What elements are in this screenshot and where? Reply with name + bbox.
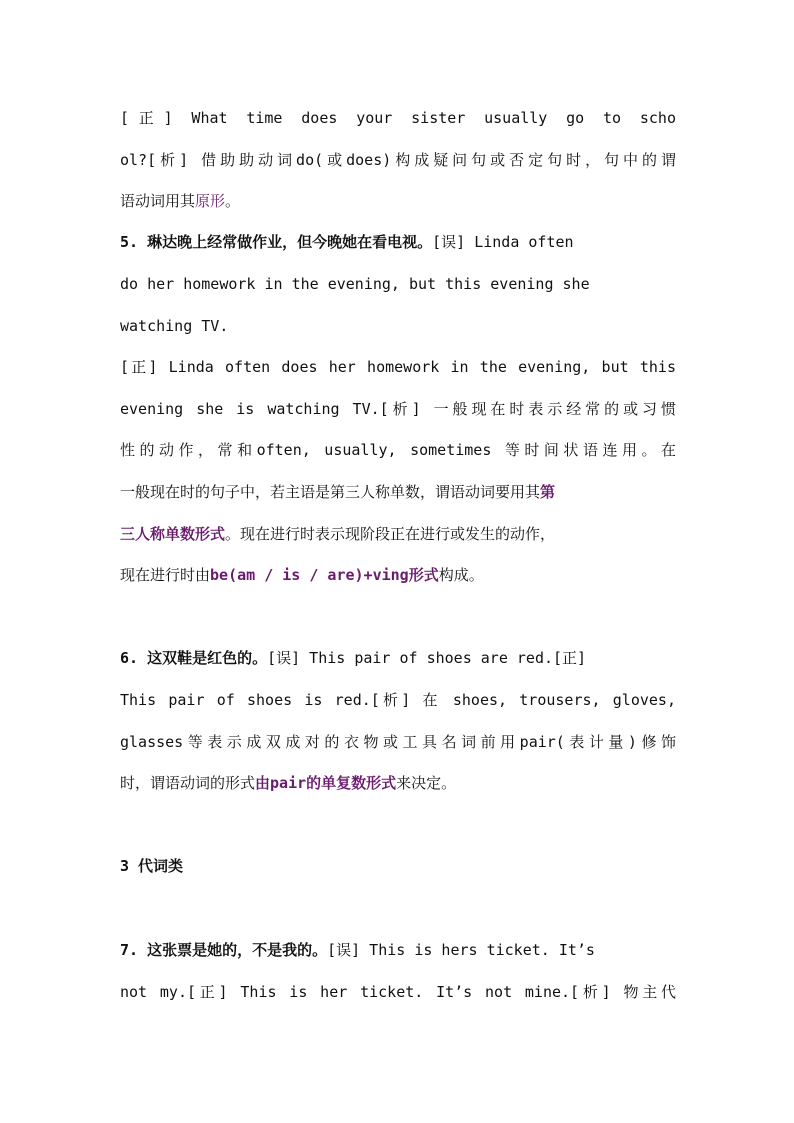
- text-run: [误] This is hers ticket. It’s: [327, 941, 595, 959]
- text-line: This pair of shoes is red.[析] 在 shoes, trousers, gloves,: [120, 691, 676, 709]
- item-heading: 6. 这双鞋是红色的。: [120, 649, 268, 667]
- text-line: [120, 232, 676, 252]
- text-line: [120, 191, 676, 211]
- text-line: do her homework in the evening, but this evening she: [120, 275, 590, 293]
- text-run: [误] This pair of shoes are red.[正]: [267, 649, 587, 667]
- highlight-text: 由pair的单复数形式: [255, 774, 397, 792]
- item-heading: 7. 这张票是她的，不是我的。: [120, 941, 328, 959]
- text-line: ol?[析] 借助助动词do(或does)构成疑问句或否定句时，句中的谓: [120, 151, 676, 169]
- text-line: [正] What time does your sister usually go to scho: [120, 109, 676, 127]
- text-line: 性的动作，常和often, usually, sometimes 等时间状语连用。在: [120, 441, 676, 459]
- text-line: glasses等表示成双成对的衣物或工具名词前用pair(表计量)修饰: [120, 733, 676, 751]
- text-line: [120, 648, 676, 668]
- text-run: 一般现在时的句子中，若主语是第三人称单数，谓语动词要用其: [120, 483, 541, 501]
- text-run: 来决定。: [396, 774, 457, 792]
- text-line: [120, 524, 676, 544]
- highlight-text: 三人称单数形式: [120, 525, 226, 543]
- text-line: watching TV.: [120, 317, 229, 335]
- text-line: evening she is watching TV.[析] 一般现在时表示经常的或习惯: [120, 400, 676, 418]
- highlight-text: 第: [540, 483, 556, 501]
- text-run: 。: [225, 192, 241, 210]
- text-line: [120, 773, 676, 793]
- highlight-text: 原形: [195, 192, 226, 210]
- text-run: 。现在进行时表示现阶段正在进行或发生的动作，: [225, 525, 556, 543]
- item-heading: 5. 琳达晚上经常做作业，但今晚她在看电视。: [120, 233, 433, 251]
- text-run: [误] Linda often: [432, 233, 574, 251]
- text-line: [正] Linda often does her homework in the evening, but this: [120, 358, 676, 376]
- text-line: [120, 940, 676, 960]
- text-run: 语动词用其: [120, 192, 196, 210]
- text-run: 现在进行时由: [120, 566, 211, 584]
- text-run: 构成。: [438, 566, 484, 584]
- text-run: 时，谓语动词的形式: [120, 774, 256, 792]
- text-line: [120, 565, 676, 585]
- section-heading: 3 代词类: [120, 857, 184, 875]
- highlight-text: be(am / is / are)+ving形式: [210, 566, 439, 584]
- text-line: [120, 482, 676, 502]
- text-line: not my.[正] This is her ticket. It’s not mine.[析] 物主代: [120, 983, 676, 1001]
